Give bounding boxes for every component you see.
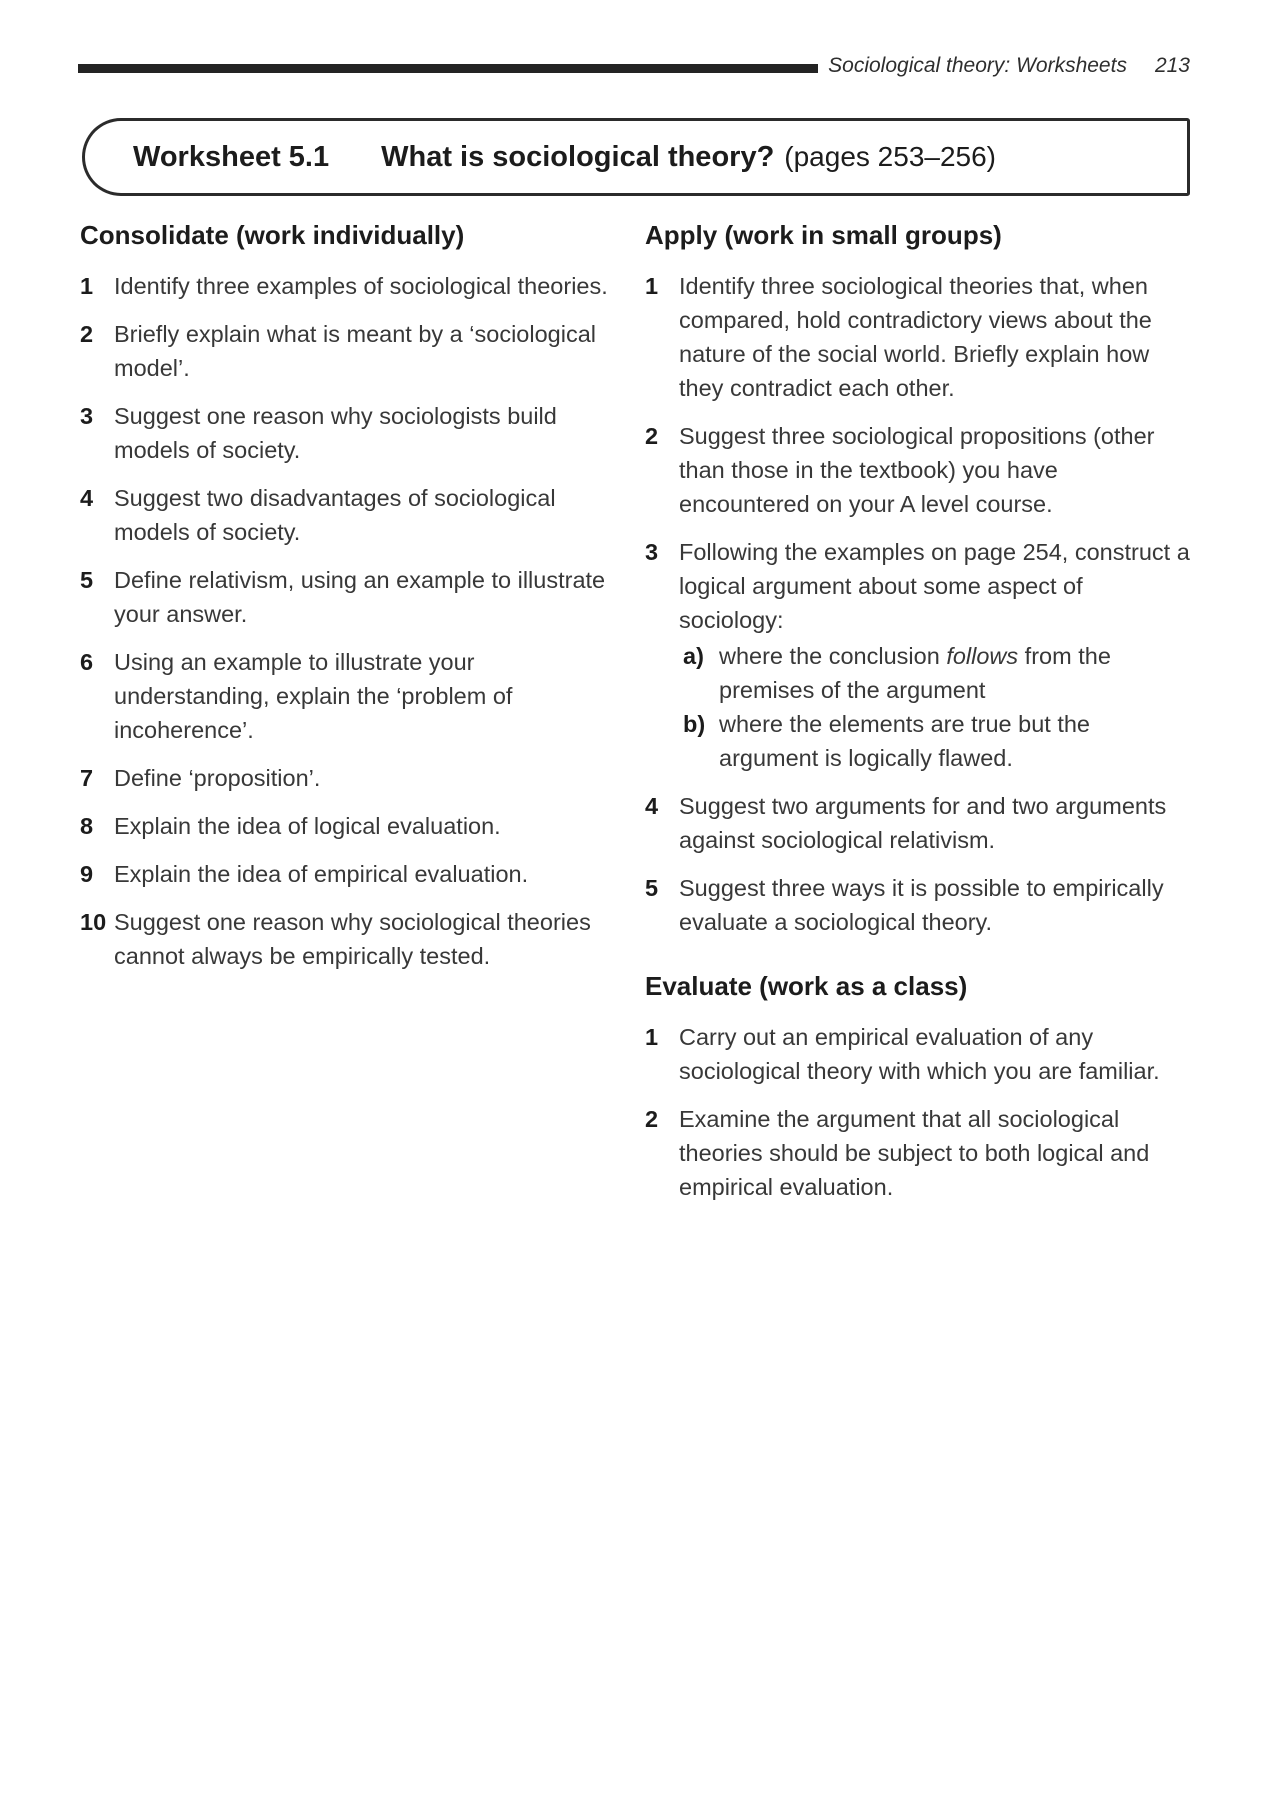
item-text bbox=[679, 535, 1193, 775]
section-apply bbox=[645, 218, 1193, 939]
item-text: Explain the idea of empirical evaluation. bbox=[114, 861, 529, 887]
item-number: 1 bbox=[645, 273, 659, 299]
item-number: 3 bbox=[80, 403, 94, 429]
list-item bbox=[645, 789, 1193, 857]
item-text: Suggest one reason why sociologists build models of society. bbox=[114, 403, 557, 463]
header-rule bbox=[78, 64, 818, 73]
list-item bbox=[645, 871, 1193, 939]
item-number: 3 bbox=[645, 539, 659, 565]
section-heading: Consolidate (work individually) bbox=[80, 220, 465, 250]
item-number: 7 bbox=[80, 765, 94, 791]
item-text: Suggest two arguments for and two arguments against sociological relativism. bbox=[679, 793, 1167, 853]
item-number: 8 bbox=[80, 813, 94, 839]
section-heading: Apply (work in small groups) bbox=[645, 220, 1002, 250]
sub-list bbox=[679, 639, 1193, 775]
item-number: 4 bbox=[645, 793, 659, 819]
list-item bbox=[645, 1020, 1193, 1088]
item-number: 9 bbox=[80, 861, 94, 887]
list-item bbox=[80, 269, 632, 303]
item-number: 10 bbox=[80, 909, 107, 935]
item-number: 2 bbox=[645, 1106, 659, 1132]
item-text: Examine the argument that all sociological theories should be subject to both logical and empirical evaluation. bbox=[679, 1106, 1150, 1200]
italic-word: follows bbox=[946, 643, 1019, 669]
section-consolidate bbox=[80, 218, 632, 973]
item-number: 2 bbox=[80, 321, 94, 347]
list-item bbox=[645, 535, 1193, 775]
list-item bbox=[80, 645, 632, 747]
column-left bbox=[80, 218, 632, 987]
list-item bbox=[645, 419, 1193, 521]
item-text: Briefly explain what is meant by a ‘sociological model’. bbox=[114, 321, 596, 381]
subitem-text: where the conclusion follows from the premises of the argument bbox=[719, 643, 1111, 703]
column-right bbox=[645, 218, 1193, 1218]
sub-list-item bbox=[683, 707, 1193, 775]
running-title: Sociological theory: Worksheets bbox=[828, 54, 1127, 77]
list-item bbox=[645, 269, 1193, 405]
subitem-marker: a) bbox=[683, 643, 704, 669]
item-text: Suggest two disadvantages of sociological models of society. bbox=[114, 485, 556, 545]
list-item bbox=[80, 761, 632, 795]
list-item bbox=[80, 563, 632, 631]
running-head bbox=[828, 52, 1190, 80]
item-text: Identify three examples of sociological theories. bbox=[114, 273, 608, 299]
item-text: Using an example to illustrate your understanding, explain the ‘problem of incoherence’. bbox=[114, 649, 513, 743]
item-number: 1 bbox=[80, 273, 94, 299]
item-number: 5 bbox=[645, 875, 659, 901]
worksheet-title: What is sociological theory? bbox=[381, 140, 775, 173]
section-evaluate bbox=[645, 969, 1193, 1204]
list-item bbox=[80, 317, 632, 385]
list-item bbox=[80, 857, 632, 891]
item-number: 2 bbox=[645, 423, 659, 449]
worksheet-number-label: Worksheet 5.1 bbox=[133, 140, 330, 173]
item-text: Suggest three sociological propositions (other than those in the textbook) you have encountered on your A level course. bbox=[679, 423, 1155, 517]
list-item bbox=[80, 481, 632, 549]
list-item bbox=[80, 905, 632, 973]
item-number: 6 bbox=[80, 649, 94, 675]
item-text: Carry out an empirical evaluation of any sociological theory with which you are familiar. bbox=[679, 1024, 1160, 1084]
worksheet-page-range: (pages 253–256) bbox=[784, 141, 997, 172]
item-text-lead: Following the examples on page 254, construct a logical argument about some aspect of sociology: bbox=[679, 539, 1190, 633]
subitem-text: where the elements are true but the argument is logically flawed. bbox=[719, 711, 1090, 771]
page-number: 213 bbox=[1154, 54, 1190, 77]
item-number: 1 bbox=[645, 1024, 659, 1050]
item-number: 4 bbox=[80, 485, 94, 511]
item-text: Define relativism, using an example to illustrate your answer. bbox=[114, 567, 606, 627]
list-item bbox=[80, 399, 632, 467]
item-text: Explain the idea of logical evaluation. bbox=[114, 813, 501, 839]
list-item bbox=[645, 1102, 1193, 1204]
sub-list-item bbox=[683, 639, 1193, 707]
item-text: Identify three sociological theories that, when compared, hold contradictory views about the nature of the social world. Briefly explain how they contradict each other. bbox=[679, 273, 1152, 401]
subitem-marker: b) bbox=[683, 711, 706, 737]
section-heading: Evaluate (work as a class) bbox=[645, 971, 968, 1001]
item-text: Suggest three ways it is possible to empirically evaluate a sociological theory. bbox=[679, 875, 1164, 935]
worksheet-title-box bbox=[82, 118, 1190, 196]
list-item bbox=[80, 809, 632, 843]
item-text: Define ‘proposition’. bbox=[114, 765, 321, 791]
item-number: 5 bbox=[80, 567, 94, 593]
item-text: Suggest one reason why sociological theories cannot always be empirically tested. bbox=[114, 909, 591, 969]
